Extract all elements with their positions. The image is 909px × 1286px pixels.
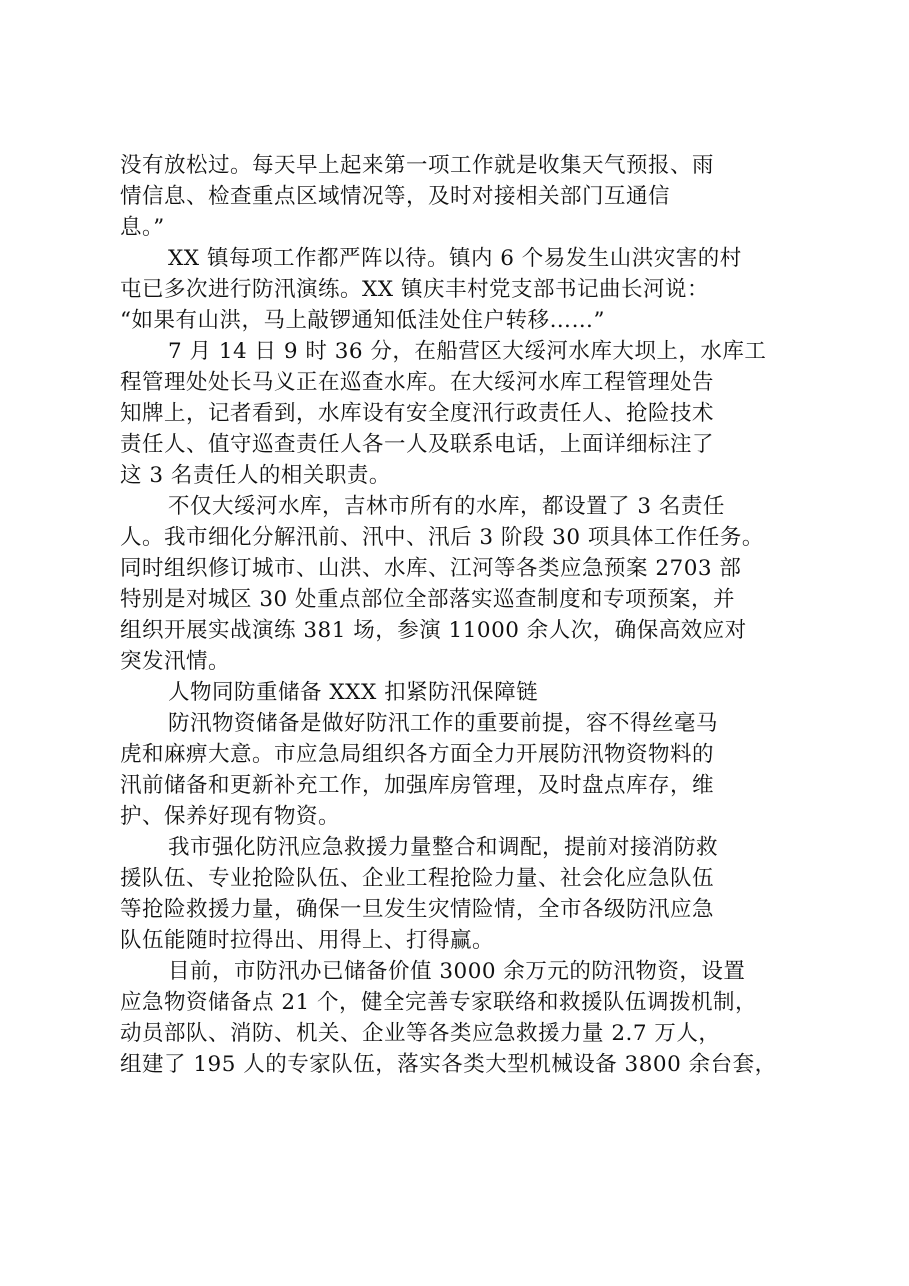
text-line: 援队伍、专业抢险队伍、企业工程抢险力量、社会化应急队伍 (120, 866, 715, 891)
text-line: 应急物资储备点 21 个，健全完善专家联络和救援队伍调拨机制， (120, 990, 758, 1015)
text-line: 护、保养好现有物资。 (120, 804, 341, 829)
text-line: 屯已多次进行防汛演练。XX 镇庆丰村党支部书记曲长河说： (120, 277, 709, 302)
text-line: 程管理处处长马义正在巡查水库。在大绥河水库工程管理处告 (120, 370, 715, 395)
text-line: 虎和麻痹大意。市应急局组织各方面全力开展防汛物资物料的 (120, 742, 715, 767)
text-line: 特别是对城区 30 处重点部位全部落实巡查制度和专项预案，并 (120, 587, 736, 612)
text-line: 汛前储备和更新补充工作，加强库房管理，及时盘点库存，维 (120, 773, 715, 798)
paragraph-start-line: 我市强化防汛应急救援力量整合和调配，提前对接消防救 (168, 835, 719, 860)
text-line: 没有放松过。每天早上起来第一项工作就是收集天气预报、雨 (120, 153, 715, 178)
paragraph-start-line: XX 镇每项工作都严阵以待。镇内 6 个易发生山洪灾害的村 (168, 246, 742, 271)
article-body (120, 150, 806, 1080)
text-line: 等抢险救援力量，确保一旦发生灾情险情，全市各级防汛应急 (120, 897, 715, 922)
text-line: 息。” (120, 215, 165, 240)
paragraph-start-line: 不仅大绥河水库，吉林市所有的水库，都设置了 3 名责任 (168, 494, 725, 519)
text-line: 组建了 195 人的专家队伍，落实各类大型机械设备 3800 余台套， (120, 1052, 777, 1077)
text-line: 组织开展实战演练 381 场，参演 11000 余人次，确保高效应对 (120, 618, 747, 643)
text-line: 人。我市细化分解汛前、汛中、汛后 3 阶段 30 项具体工作任务。 (120, 525, 764, 550)
text-line: “如果有山洪，马上敲锣通知低洼处住户转移……” (120, 308, 605, 333)
paragraph-start-line: 防汛物资储备是做好防汛工作的重要前提，容不得丝毫马 (168, 711, 719, 736)
paragraph-start-line: 7 月 14 日 9 时 36 分，在船营区大绥河水库大坝上，水库工 (168, 339, 767, 364)
text-line: 队伍能随时拉得出、用得上、打得赢。 (120, 928, 495, 953)
text-line: 突发汛情。 (120, 649, 231, 674)
section-heading: 人物同防重储备 XXX 扣紧防汛保障链 (168, 680, 539, 705)
text-line: 情信息、检查重点区域情况等，及时对接相关部门互通信 (120, 184, 671, 209)
text-line: 同时组织修订城市、山洪、水库、江河等各类应急预案 2703 部 (120, 556, 742, 581)
text-line: 责任人、值守巡查责任人各一人及联系电话，上面详细标注了 (120, 432, 715, 457)
text-line: 动员部队、消防、机关、企业等各类应急救援力量 2.7 万人， (120, 1021, 721, 1046)
text-line: 知牌上，记者看到，水库设有安全度汛行政责任人、抢险技术 (120, 401, 715, 426)
text-line: 这 3 名责任人的相关职责。 (120, 463, 391, 488)
paragraph-start-line: 目前，市防汛办已储备价值 3000 余万元的防汛物资，设置 (168, 959, 746, 984)
